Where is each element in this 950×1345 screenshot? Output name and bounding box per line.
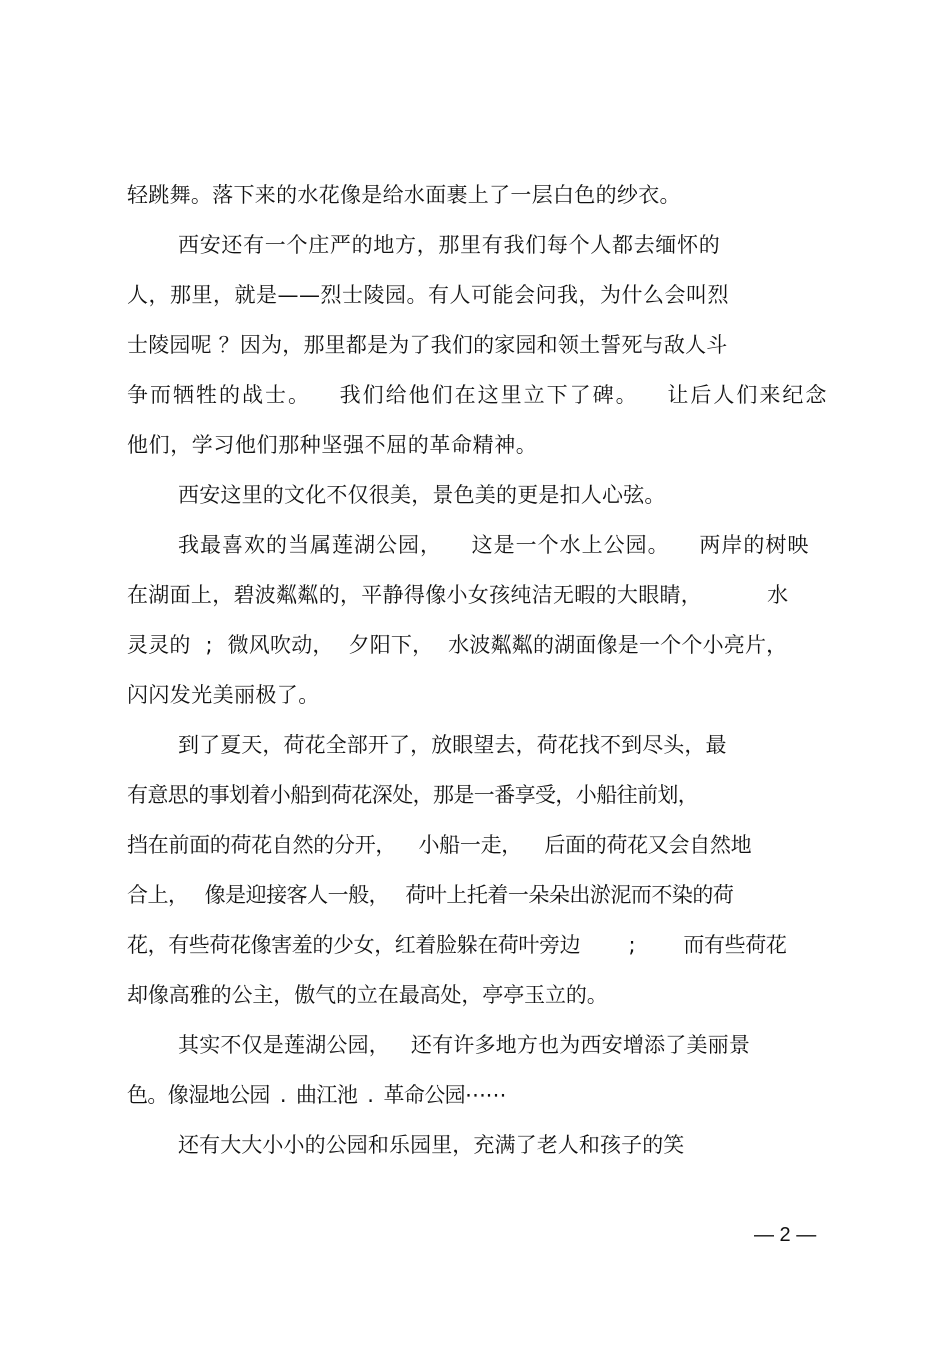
text-line-4: 士陵园呢 ？因为，那里都是为了我们的家园和领土誓死与敌人斗 [127,333,728,357]
text-line-20: 还有大大小小的公园和乐园里，充满了老人和孩子的笑 [178,1133,685,1157]
text-line-8: 我最喜欢的当属莲湖公园， 这是一个水上公园。 两岸的树映 [178,533,810,557]
text-line-14: 挡在前面的荷花自然的分开， 小船一走， 后面的荷花又会自然地 [127,833,752,857]
text-line-13: 有意思的事划着小船到荷花深处，那是一番享受，小船往前划， [127,783,699,807]
text-line-12: 到了夏天，荷花全部开了，放眼望去，荷花找不到尽头，最 [178,733,727,757]
text-line-17: 却像高雅的公主，傲气的立在最高处，亭亭玉立的。 [127,983,608,1007]
text-line-7: 西安这里的文化不仅很美，景色美的更是扣人心弦。 [178,483,666,507]
text-line-9: 在湖面上，碧波粼粼的，平静得像小女孩纯洁无暇的大眼睛， 水 [127,583,789,607]
page-number: — 2 — [754,1224,817,1246]
text-line-2: 西安还有一个庄严的地方，那里有我们每个人都去缅怀的 [178,233,721,257]
text-line-5: 争而牺牲的战士。 我们给他们在这里立下了碑。 让后人们来纪念 [127,383,829,407]
text-line-18: 其实不仅是莲湖公园， 还有许多地方也为西安增添了美丽景 [178,1033,751,1057]
text-line-10: 灵灵的 ; 微风吹动， 夕阳下， 水波粼粼的湖面像是一个个小亮片， [127,633,788,657]
text-line-1: 轻跳舞。落下来的水花像是给水面裹上了一层白色的纱衣。 [127,183,681,207]
text-line-15: 合上， 像是迎接客人一般， 荷叶上托着一朵朵出淤泥而不染的荷 [127,883,734,907]
text-line-6: 他们，学习他们那种坚强不屈的革命精神。 [127,433,538,457]
text-line-16: 花，有些荷花像害羞的少女，红着脸躲在荷叶旁边 ; 而有些荷花 [127,933,787,957]
text-line-19: 色。像湿地公园 . 曲江池 . 革命公园⋯⋯ [127,1083,506,1107]
text-line-3: 人，那里，就是——烈士陵园。有人可能会问我，为什么会叫烈 [127,283,729,307]
text-line-11: 闪闪发光美丽极了。 [127,683,320,707]
